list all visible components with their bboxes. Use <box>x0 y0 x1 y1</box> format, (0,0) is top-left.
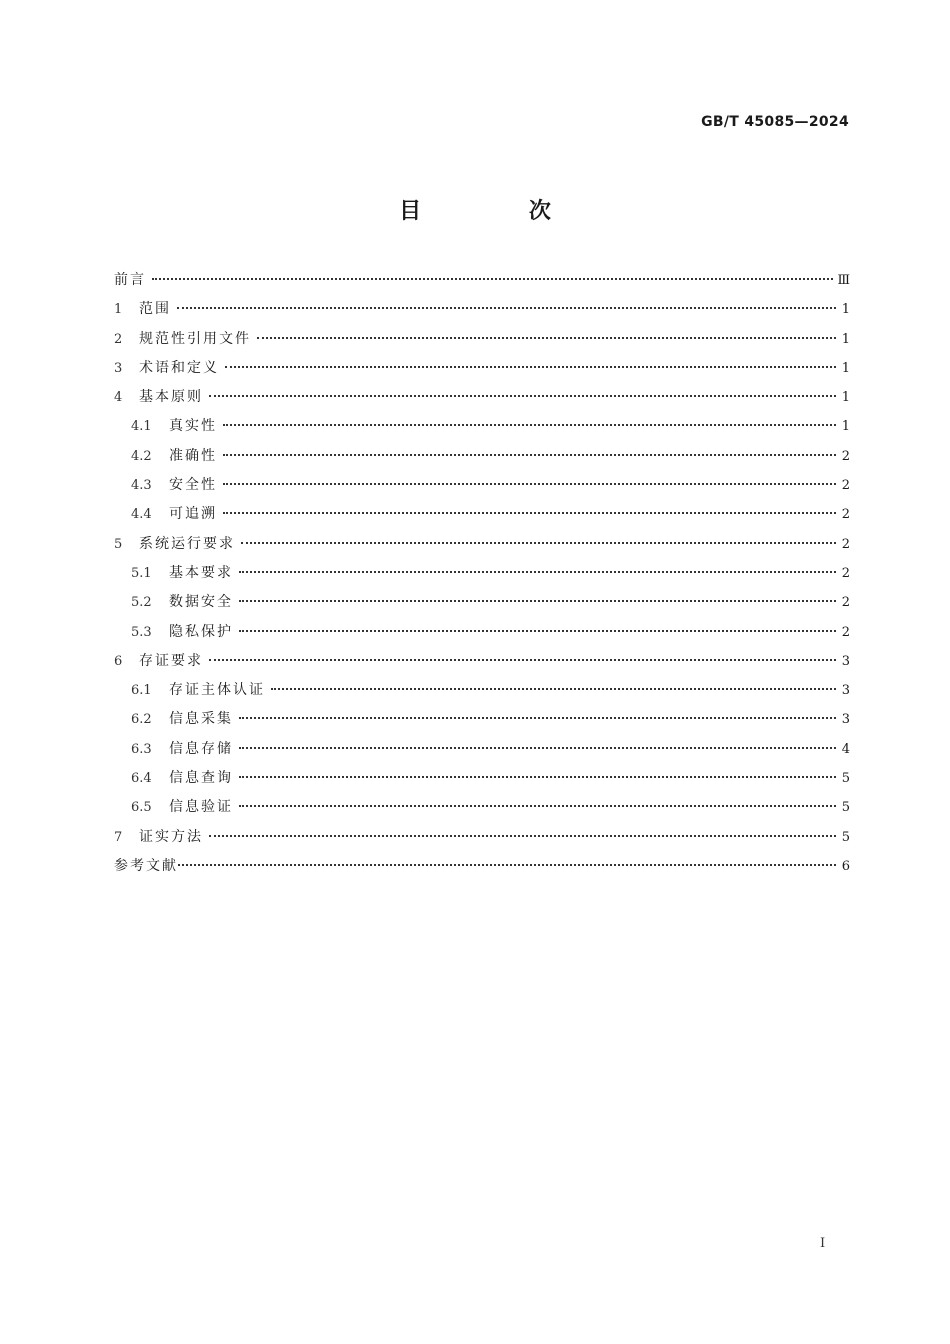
toc-entry-number: 6.3 <box>131 741 152 757</box>
toc-entry-page: 1 <box>841 419 850 435</box>
toc-entry-6-4[interactable] <box>114 767 850 796</box>
toc-entry-number: 4.2 <box>131 448 152 464</box>
toc-entry-bibliography[interactable] <box>114 855 850 884</box>
toc-entry-label: 参考文献 <box>114 857 178 874</box>
toc-title: 目 次 <box>399 199 601 224</box>
toc-entry-page: 5 <box>841 771 850 787</box>
toc-entry-foreword[interactable] <box>114 269 850 298</box>
toc-entry-6[interactable] <box>114 650 850 679</box>
dot-leader <box>271 688 836 690</box>
toc-entry-7[interactable] <box>114 826 850 855</box>
toc-entry-page: 2 <box>841 448 850 464</box>
toc-entry-5[interactable] <box>114 533 850 562</box>
toc-entry-page: 3 <box>841 653 850 669</box>
toc-entry-page: 1 <box>841 360 850 376</box>
toc-entry-number: 4.4 <box>131 507 152 523</box>
toc-entry-4-3[interactable] <box>114 474 850 503</box>
toc-entry-label: 系统运行要求 <box>139 535 235 552</box>
toc-entry-page: 1 <box>841 302 850 318</box>
toc-entry-label: 信息验证 <box>169 799 233 816</box>
dot-leader <box>223 454 836 456</box>
toc-entry-number: 4 <box>114 390 123 406</box>
toc-entry-label: 术语和定义 <box>139 359 219 376</box>
toc-entry-label: 前言 <box>114 272 146 288</box>
dot-leader <box>209 395 836 397</box>
page-number: I <box>820 1236 826 1251</box>
dot-leader <box>239 600 836 602</box>
toc-entry-label: 数据安全 <box>169 594 233 611</box>
toc-entry-page: 4 <box>841 741 850 757</box>
dot-leader <box>225 366 836 368</box>
toc-entry-4-4[interactable] <box>114 503 850 532</box>
toc-entry-page: 5 <box>841 829 850 845</box>
toc-entry-page: 2 <box>841 565 850 581</box>
toc-entry-label: 基本原则 <box>139 389 203 406</box>
dot-leader <box>223 512 836 514</box>
toc-entry-page: 2 <box>841 478 850 494</box>
toc-entry-label: 存证主体认证 <box>169 682 265 699</box>
document-code: GB/T 45085—2024 <box>701 114 849 130</box>
toc-entry-page: Ⅲ <box>837 273 850 288</box>
toc-entry-number: 1 <box>114 302 123 318</box>
dot-leader <box>209 835 836 837</box>
dot-leader <box>209 659 836 661</box>
toc-entry-page: 5 <box>841 800 850 816</box>
toc-entry-label: 准确性 <box>169 447 217 464</box>
toc-entry-page: 2 <box>841 624 850 640</box>
toc-entry-label: 基本要求 <box>169 564 233 581</box>
toc-entry-number: 6.5 <box>131 800 152 816</box>
dot-leader <box>241 542 836 544</box>
toc-entry-page: 1 <box>841 390 850 406</box>
toc-entry-label: 信息存储 <box>169 740 233 757</box>
toc-entry-page: 3 <box>841 712 850 728</box>
toc-entry-5-3[interactable] <box>114 621 850 650</box>
toc-entry-5-1[interactable] <box>114 562 850 591</box>
dot-leader <box>239 747 836 749</box>
toc-entry-number: 6.2 <box>131 712 152 728</box>
toc-entry-page: 2 <box>841 536 850 552</box>
table-of-contents <box>114 269 850 884</box>
toc-entry-page: 2 <box>841 595 850 611</box>
toc-entry-number: 7 <box>114 829 123 845</box>
toc-entry-6-3[interactable] <box>114 738 850 767</box>
toc-entry-page: 6 <box>841 858 850 874</box>
dot-leader <box>239 571 836 573</box>
toc-entry-number: 5.2 <box>131 595 152 611</box>
dot-leader <box>239 630 836 632</box>
toc-entry-6-5[interactable] <box>114 796 850 825</box>
dot-leader <box>239 805 836 807</box>
dot-leader <box>257 337 836 339</box>
toc-entry-number: 4.1 <box>131 419 152 435</box>
toc-entry-4[interactable] <box>114 386 850 415</box>
toc-entry-6-1[interactable] <box>114 679 850 708</box>
toc-entry-label: 可追溯 <box>169 506 217 523</box>
dot-leader <box>239 776 836 778</box>
toc-entry-label: 信息查询 <box>169 770 233 787</box>
toc-entry-number: 5 <box>114 536 123 552</box>
toc-entry-number: 6.1 <box>131 683 152 699</box>
toc-entry-label: 安全性 <box>169 477 217 494</box>
toc-entry-number: 6.4 <box>131 771 152 787</box>
toc-entry-page: 3 <box>841 683 850 699</box>
toc-entry-page: 1 <box>841 331 850 347</box>
toc-entry-page: 2 <box>841 507 850 523</box>
toc-entry-label: 规范性引用文件 <box>139 330 251 347</box>
toc-entry-label: 隐私保护 <box>169 623 233 640</box>
dot-leader <box>152 278 833 280</box>
toc-entry-3[interactable] <box>114 357 850 386</box>
toc-entry-label: 范围 <box>139 301 171 318</box>
dot-leader <box>223 483 836 485</box>
dot-leader <box>178 864 836 866</box>
toc-entry-2[interactable] <box>114 328 850 357</box>
toc-entry-number: 2 <box>114 331 123 347</box>
toc-entry-label: 存证要求 <box>139 652 203 669</box>
toc-entry-label: 证实方法 <box>139 828 203 845</box>
toc-entry-number: 5.3 <box>131 624 152 640</box>
toc-entry-4-2[interactable] <box>114 445 850 474</box>
toc-entry-number: 5.1 <box>131 565 152 581</box>
dot-leader <box>223 424 836 426</box>
toc-entry-number: 3 <box>114 360 123 376</box>
toc-entry-label: 信息采集 <box>169 711 233 728</box>
toc-entry-1[interactable] <box>114 298 850 327</box>
toc-entry-6-2[interactable] <box>114 708 850 737</box>
toc-entry-number: 6 <box>114 653 123 669</box>
dot-leader <box>177 307 836 309</box>
toc-entry-5-2[interactable] <box>114 591 850 620</box>
toc-entry-4-1[interactable] <box>114 415 850 444</box>
dot-leader <box>239 717 836 719</box>
toc-entry-label: 真实性 <box>169 418 217 435</box>
toc-entry-number: 4.3 <box>131 478 152 494</box>
